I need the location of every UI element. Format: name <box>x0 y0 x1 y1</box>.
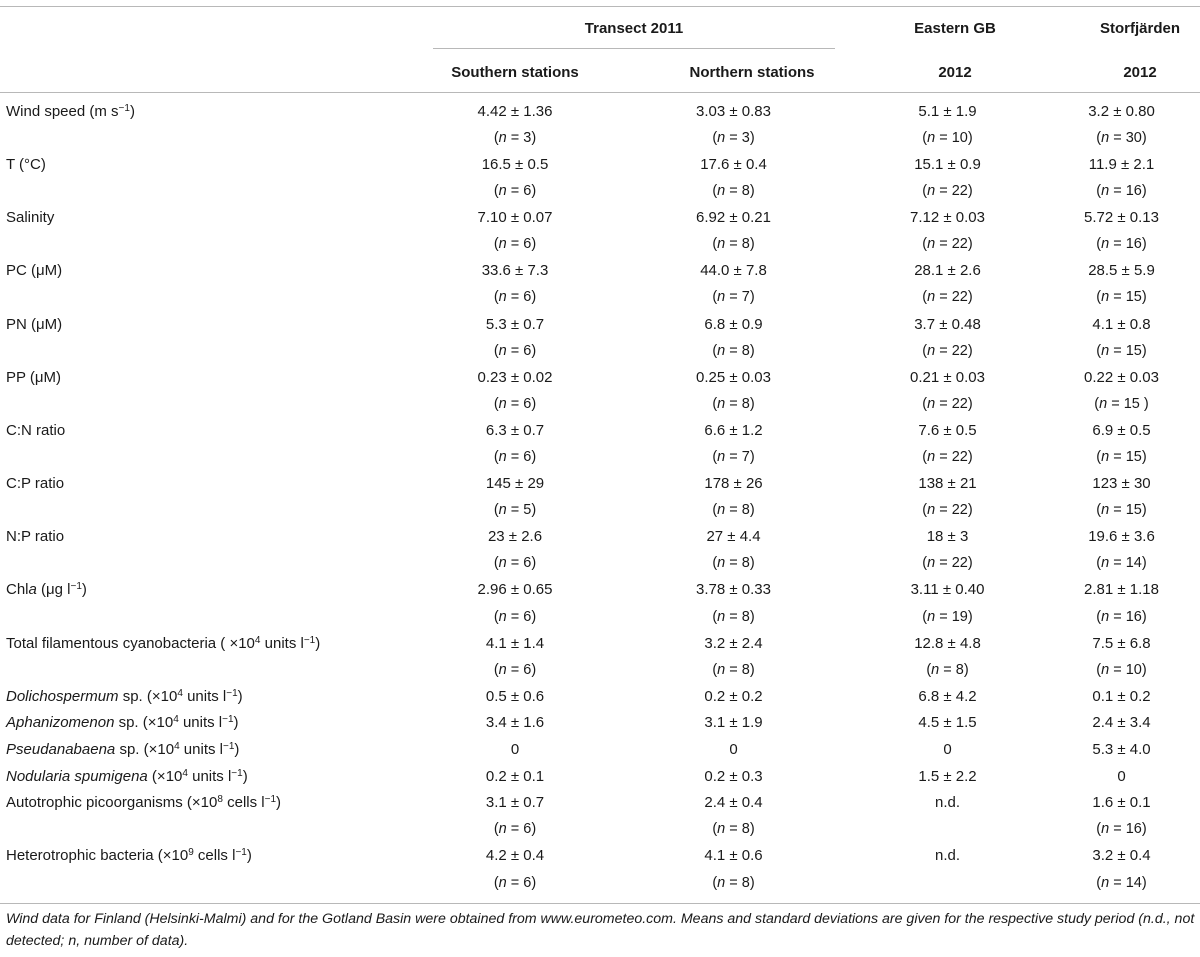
n-symbol: n <box>931 661 940 678</box>
value-cell: 18 ± 3 <box>926 528 969 546</box>
table-row <box>0 710 1200 737</box>
value-cell: 0 <box>943 741 952 759</box>
n-symbol: n <box>1101 821 1110 838</box>
value-cell: 7.12 ± 0.03 <box>910 209 985 227</box>
sample-size-row <box>0 656 1200 683</box>
n-symbol: n <box>927 129 936 146</box>
table-row <box>0 630 1200 657</box>
header-northern-stations: Northern stations <box>689 64 815 81</box>
label-text: ) <box>242 767 248 785</box>
label-text: units l <box>187 767 232 785</box>
sample-size-cell: (n = 6) <box>493 449 537 466</box>
label-superscript: 4 <box>173 714 179 726</box>
row-label <box>0 630 415 657</box>
value-cell: 0 <box>510 741 520 759</box>
value-cell: 3.2 ± 0.80 <box>1088 102 1155 120</box>
sample-size-cell: (n = 6) <box>493 874 537 891</box>
sample-size-cell: (n = 8) <box>712 608 755 625</box>
value-cell: 6.8 ± 4.2 <box>918 687 977 705</box>
header-eastern-gb: Eastern GB <box>914 20 996 37</box>
label-superscript: −1 <box>70 581 82 593</box>
n-symbol: n <box>1101 661 1110 678</box>
label-text: units l <box>260 634 304 652</box>
table-row <box>0 577 1200 604</box>
n-symbol: n <box>717 449 726 466</box>
n-symbol: n <box>927 502 936 519</box>
empty-label-cell <box>0 497 415 524</box>
value-cell: 5.72 ± 0.13 <box>1084 209 1159 227</box>
sample-size-cell: (n = 22) <box>922 395 973 412</box>
empty-label-cell <box>0 125 415 152</box>
empty-label-cell <box>0 178 415 205</box>
sample-size-row <box>0 603 1200 630</box>
value-cell: 7.6 ± 0.5 <box>918 421 977 439</box>
header-bottom-rule <box>0 92 1200 93</box>
empty-label-cell <box>0 869 415 896</box>
sample-size-cell: (n = 22) <box>922 236 973 253</box>
n-symbol: n <box>927 395 936 412</box>
label-superscript: 4 <box>174 741 180 753</box>
value-cell: 6.3 ± 0.7 <box>485 421 545 439</box>
sample-size-cell: (n = 8) <box>712 821 755 838</box>
row-label <box>0 204 415 231</box>
value-cell: 3.78 ± 0.33 <box>696 581 771 599</box>
value-cell: 33.6 ± 7.3 <box>481 262 549 280</box>
n-symbol: n <box>1101 129 1110 146</box>
label-text: C:P ratio <box>6 475 65 493</box>
value-cell: 0 <box>1117 767 1126 785</box>
label-superscript: −1 <box>303 634 316 646</box>
n-symbol: n <box>498 502 507 519</box>
value-cell: 11.9 ± 2.1 <box>1088 155 1155 173</box>
value-cell: 3.11 ± 0.40 <box>910 581 985 599</box>
label-superscript: 9 <box>188 847 194 859</box>
label-superscript: −1 <box>235 847 247 859</box>
value-cell: 7.5 ± 6.8 <box>1092 634 1151 652</box>
sample-size-cell <box>852 869 1043 896</box>
n-symbol: n <box>717 289 726 306</box>
table-row <box>0 364 1200 391</box>
value-cell: 6.8 ± 0.9 <box>704 315 763 333</box>
label-text: N:P ratio <box>6 528 65 546</box>
value-cell: 5.3 ± 0.7 <box>485 315 545 333</box>
sample-size-cell: (n = 15) <box>1096 449 1147 466</box>
sample-size-cell: (n = 22) <box>922 555 973 572</box>
empty-label-cell <box>0 656 415 683</box>
sample-size-cell: (n = 8) <box>712 661 755 678</box>
value-cell: 0 <box>729 741 738 759</box>
header-storfjarden: Storfjärden <box>1099 20 1180 37</box>
label-superscript: 4 <box>177 687 183 699</box>
sample-size-cell: (n = 6) <box>493 289 537 306</box>
row-label <box>0 470 415 497</box>
sample-size-cell: (n = 16) <box>1096 183 1147 200</box>
row-label <box>0 311 415 338</box>
row-label <box>0 524 415 551</box>
bottom-rule <box>0 903 1200 904</box>
label-italic: Dolichospermum <box>6 687 119 705</box>
sample-size-cell: (n = 22) <box>922 449 973 466</box>
value-cell: 6.6 ± 1.2 <box>704 421 763 439</box>
label-text: ) <box>234 741 240 759</box>
value-cell: 2.4 ± 0.4 <box>704 794 763 812</box>
label-text: ) <box>276 794 282 812</box>
row-label <box>0 417 415 444</box>
n-symbol: n <box>498 183 507 200</box>
table-row <box>0 843 1200 870</box>
empty-label-cell <box>0 603 415 630</box>
n-symbol: n <box>498 236 507 253</box>
n-symbol: n <box>1101 236 1110 253</box>
row-label <box>0 151 415 178</box>
value-cell: 23 ± 2.6 <box>487 528 543 546</box>
value-cell: 3.7 ± 0.48 <box>914 315 981 333</box>
table-row <box>0 258 1200 285</box>
sample-size-row <box>0 444 1200 471</box>
sample-size-cell: (n = 15) <box>1096 502 1147 519</box>
n-symbol: n <box>498 289 507 306</box>
n-symbol: n <box>1101 449 1110 466</box>
table-row <box>0 736 1200 763</box>
value-cell: 1.5 ± 2.2 <box>918 767 977 785</box>
table-row <box>0 683 1200 710</box>
label-text: units l <box>179 741 223 759</box>
value-cell: 0.2 ± 0.2 <box>704 687 763 705</box>
value-cell: 178 ± 26 <box>704 475 763 493</box>
empty-label-cell <box>0 337 415 364</box>
n-symbol: n <box>717 555 726 572</box>
n-symbol: n <box>717 236 726 253</box>
sample-size-cell: (n = 16) <box>1096 608 1147 625</box>
value-cell: 44.0 ± 7.8 <box>700 262 767 280</box>
sample-size-cell: (n = 6) <box>493 555 537 572</box>
label-text: Chl <box>6 581 29 599</box>
value-cell: 4.1 ± 0.8 <box>1092 315 1151 333</box>
header-year-eastern-gb: 2012 <box>938 64 972 81</box>
sample-size-cell: (n = 15) <box>1096 342 1147 359</box>
label-text: Autotrophic picoorganisms (×10 <box>6 794 218 812</box>
sample-size-cell: (n = 8) <box>712 502 755 519</box>
n-symbol: n <box>1099 395 1108 412</box>
sample-size-cell: (n = 22) <box>922 342 973 359</box>
value-cell: 138 ± 21 <box>918 475 977 493</box>
label-text: Wind speed (m s <box>6 102 119 120</box>
transect-span-rule <box>433 48 835 49</box>
value-cell: 0.2 ± 0.3 <box>704 767 763 785</box>
value-cell: 0.1 ± 0.2 <box>1092 687 1151 705</box>
label-superscript: 4 <box>182 767 188 779</box>
label-text: ) <box>246 847 252 865</box>
label-text: ) <box>237 687 243 705</box>
label-text: Total filamentous cyanobacteria ( ×10 <box>6 634 255 652</box>
n-symbol: n <box>1101 183 1110 200</box>
row-label <box>0 843 415 870</box>
table-row <box>0 151 1200 178</box>
sample-size-cell: (n = 3) <box>712 129 755 146</box>
sample-size-cell: (n = 16) <box>1096 236 1147 253</box>
value-cell: 6.92 ± 0.21 <box>696 209 771 227</box>
sample-size-cell: (n = 30) <box>1096 129 1147 146</box>
label-text: units l <box>178 714 223 732</box>
value-cell: 6.9 ± 0.5 <box>1092 421 1151 439</box>
value-cell: 3.03 ± 0.83 <box>696 102 771 120</box>
n-symbol: n <box>498 608 507 625</box>
table-row <box>0 470 1200 497</box>
row-label <box>0 683 415 710</box>
label-italic: a <box>28 581 37 599</box>
empty-label-cell <box>0 816 415 843</box>
label-superscript: −1 <box>222 714 234 726</box>
label-text: units l <box>182 687 227 705</box>
label-text: T (°C) <box>6 155 46 173</box>
n-symbol: n <box>498 821 507 838</box>
n-symbol: n <box>717 608 726 625</box>
table-row <box>0 524 1200 551</box>
value-cell: 15.1 ± 0.9 <box>914 155 981 173</box>
label-text: PN (μM) <box>6 315 63 333</box>
row-label <box>0 789 415 816</box>
value-cell: 4.42 ± 1.36 <box>477 102 553 120</box>
sample-size-cell: (n = 5) <box>493 502 537 519</box>
sample-size-cell: (n = 8) <box>712 555 755 572</box>
value-cell: 19.6 ± 3.6 <box>1088 528 1155 546</box>
label-text: PC (μM) <box>6 262 63 280</box>
empty-label-cell <box>0 444 415 471</box>
sample-size-cell: (n = 14) <box>1096 555 1147 572</box>
sample-size-row <box>0 497 1200 524</box>
n-symbol: n <box>1101 555 1110 572</box>
n-symbol: n <box>927 183 936 200</box>
label-text: ) <box>81 581 87 599</box>
row-label <box>0 364 415 391</box>
label-superscript: −1 <box>223 741 235 753</box>
sample-size-cell: (n = 8) <box>712 236 755 253</box>
value-cell: 4.1 ± 0.6 <box>704 847 763 865</box>
label-superscript: −1 <box>231 767 243 779</box>
value-cell: 28.5 ± 5.9 <box>1088 262 1155 280</box>
label-text: C:N ratio <box>6 421 66 439</box>
label-text: sp. (×10 <box>115 741 175 759</box>
row-label <box>0 763 415 790</box>
label-superscript: −1 <box>118 102 130 114</box>
table-row <box>0 98 1200 125</box>
value-cell: 4.5 ± 1.5 <box>918 714 977 732</box>
value-cell: 145 ± 29 <box>485 475 545 493</box>
value-cell: 27 ± 4.4 <box>706 528 761 546</box>
sample-size-cell: (n = 10) <box>922 129 973 146</box>
label-text: sp. (×10 <box>114 714 174 732</box>
n-symbol: n <box>1101 289 1110 306</box>
data-table <box>0 98 1200 896</box>
sample-size-cell: (n = 22) <box>922 289 973 306</box>
label-superscript: −1 <box>264 794 277 806</box>
label-text: Heterotrophic bacteria (×10 <box>6 847 189 865</box>
value-cell: 0.23 ± 0.02 <box>477 368 553 386</box>
empty-label-cell <box>0 391 415 418</box>
value-cell: 16.5 ± 0.5 <box>481 155 549 173</box>
sample-size-row <box>0 550 1200 577</box>
empty-label-cell <box>0 231 415 258</box>
sample-size-cell: (n = 8) <box>712 342 755 359</box>
value-cell: 4.2 ± 0.4 <box>485 847 545 865</box>
n-symbol: n <box>498 874 507 891</box>
value-cell: 3.1 ± 1.9 <box>704 714 763 732</box>
value-cell: 0.22 ± 0.03 <box>1084 368 1159 386</box>
sample-size-cell: (n = 7) <box>712 449 755 466</box>
sample-size-row <box>0 816 1200 843</box>
n-symbol: n <box>498 129 507 146</box>
label-superscript: 4 <box>254 634 261 646</box>
sample-size-cell <box>852 816 1043 843</box>
table-row <box>0 204 1200 231</box>
sample-size-cell: (n = 6) <box>493 395 537 412</box>
sample-size-row <box>0 231 1200 258</box>
value-cell: 12.8 ± 4.8 <box>914 634 981 652</box>
value-cell: 4.1 ± 1.4 <box>485 634 545 652</box>
sample-size-cell: (n = 8) <box>712 395 755 412</box>
value-cell: 2.4 ± 3.4 <box>1092 714 1151 732</box>
table-row <box>0 789 1200 816</box>
top-rule <box>0 6 1200 7</box>
n-symbol: n <box>927 236 936 253</box>
header-transect-2011: Transect 2011 <box>584 20 684 37</box>
sample-size-cell: (n = 16) <box>1096 821 1147 838</box>
sample-size-cell: (n = 15 ) <box>1094 395 1149 412</box>
sample-size-cell: (n = 10) <box>1096 661 1147 678</box>
value-cell: 123 ± 30 <box>1092 475 1151 493</box>
n-symbol: n <box>498 342 507 359</box>
header-southern-stations: Southern stations <box>451 64 579 81</box>
sample-size-cell: (n = 19) <box>922 608 973 625</box>
value-cell: 28.1 ± 2.6 <box>914 262 981 280</box>
table-row <box>0 311 1200 338</box>
header-year-storfjarden: 2012 <box>1123 64 1157 81</box>
n-symbol: n <box>498 449 507 466</box>
n-symbol: n <box>717 129 726 146</box>
label-text: ) <box>129 102 135 120</box>
label-text: Salinity <box>6 209 55 227</box>
row-label <box>0 258 415 285</box>
sample-size-cell: (n = 6) <box>493 342 537 359</box>
sample-size-row <box>0 391 1200 418</box>
sample-size-row <box>0 869 1200 896</box>
label-superscript: −1 <box>226 687 238 699</box>
empty-label-cell <box>0 284 415 311</box>
sample-size-cell: (n = 7) <box>712 289 755 306</box>
n-symbol: n <box>927 449 936 466</box>
sample-size-cell: (n = 3) <box>493 129 537 146</box>
value-cell: 3.4 ± 1.6 <box>485 714 545 732</box>
label-superscript: 8 <box>217 794 223 806</box>
label-text: ) <box>315 634 321 652</box>
label-italic: Pseudanabaena <box>6 741 116 759</box>
sample-size-cell: (n = 8) <box>712 874 755 891</box>
row-label <box>0 736 415 763</box>
sample-size-row <box>0 178 1200 205</box>
sample-size-row <box>0 125 1200 152</box>
sample-size-cell: (n = 15) <box>1096 289 1147 306</box>
sample-size-cell: (n = 22) <box>922 183 973 200</box>
n-symbol: n <box>498 555 507 572</box>
value-cell: 3.1 ± 0.7 <box>485 794 545 812</box>
n-symbol: n <box>717 342 726 359</box>
n-symbol: n <box>1101 874 1110 891</box>
label-text: (×10 <box>147 767 183 785</box>
n-symbol: n <box>498 661 507 678</box>
value-cell: n.d. <box>934 847 961 865</box>
n-symbol: n <box>927 555 936 572</box>
label-text: ) <box>233 714 239 732</box>
row-label <box>0 577 415 604</box>
sample-size-row <box>0 337 1200 364</box>
n-symbol: n <box>717 502 726 519</box>
sample-size-cell: (n = 6) <box>493 821 537 838</box>
n-symbol: n <box>927 289 936 306</box>
value-cell: n.d. <box>934 794 961 812</box>
value-cell: 0.5 ± 0.6 <box>485 687 545 705</box>
value-cell: 2.96 ± 0.65 <box>477 581 553 599</box>
empty-label-cell <box>0 550 415 577</box>
row-label <box>0 98 415 125</box>
label-text: PP (μM) <box>6 368 62 386</box>
table-row <box>0 417 1200 444</box>
label-text: (μg l <box>36 581 71 599</box>
sample-size-cell: (n = 6) <box>493 608 537 625</box>
sample-size-cell: (n = 6) <box>493 236 537 253</box>
row-label <box>0 710 415 737</box>
label-italic: Aphanizomenon <box>6 714 115 732</box>
n-symbol: n <box>1101 342 1110 359</box>
value-cell: 17.6 ± 0.4 <box>700 155 767 173</box>
sample-size-cell: (n = 14) <box>1096 874 1147 891</box>
n-symbol: n <box>717 183 726 200</box>
n-symbol: n <box>927 608 936 625</box>
n-symbol: n <box>1101 502 1110 519</box>
sample-size-cell: (n = 6) <box>493 661 537 678</box>
table-footnote: Wind data for Finland (Helsinki-Malmi) and for the Gotland Basin were obtained from www.eurometeo.com. Means and standard deviations are given for the respective study period (n.d., not detected; n, number of data). <box>6 911 1195 949</box>
n-symbol: n <box>717 874 726 891</box>
sample-size-cell: (n = 6) <box>493 183 537 200</box>
value-cell: 5.3 ± 4.0 <box>1092 741 1151 759</box>
table-row <box>0 763 1200 790</box>
label-text: sp. (×10 <box>118 687 178 705</box>
value-cell: 2.81 ± 1.18 <box>1084 581 1159 599</box>
sample-size-cell: (n = 8) <box>712 183 755 200</box>
n-symbol: n <box>717 661 726 678</box>
value-cell: 0.25 ± 0.03 <box>696 368 771 386</box>
sample-size-cell: (n = 8) <box>926 661 969 678</box>
label-italic: Nodularia spumigena <box>6 767 148 785</box>
label-text: cells l <box>193 847 236 865</box>
value-cell: 3.2 ± 2.4 <box>704 634 763 652</box>
value-cell: 0.2 ± 0.1 <box>485 767 545 785</box>
value-cell: 0.21 ± 0.03 <box>910 368 985 386</box>
label-text: cells l <box>222 794 265 812</box>
value-cell: 3.2 ± 0.4 <box>1092 847 1151 865</box>
n-symbol: n <box>717 821 726 838</box>
n-symbol: n <box>927 342 936 359</box>
value-cell: 1.6 ± 0.1 <box>1092 794 1151 812</box>
n-symbol: n <box>498 395 507 412</box>
n-symbol: n <box>717 395 726 412</box>
n-symbol: n <box>1101 608 1110 625</box>
sample-size-cell: (n = 22) <box>922 502 973 519</box>
value-cell: 5.1 ± 1.9 <box>918 102 977 120</box>
value-cell: 7.10 ± 0.07 <box>477 209 553 227</box>
sample-size-row <box>0 284 1200 311</box>
